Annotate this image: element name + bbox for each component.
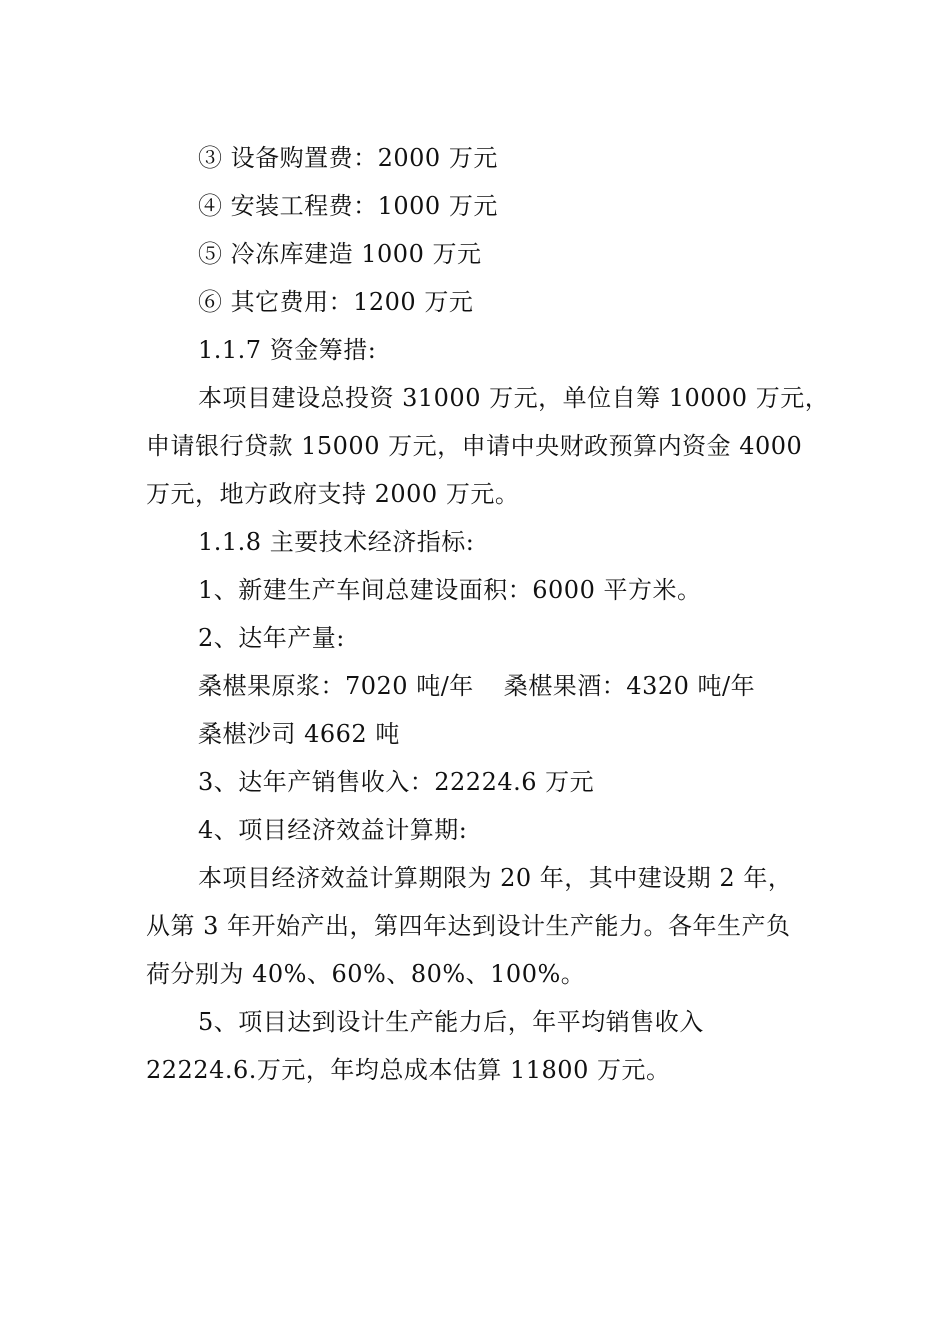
funding-paragraph-line-1: 本项目建设总投资 31000 万元，单位自筹 10000 万元， [198,384,830,412]
output-wine: 桑椹果酒：4320 吨/年 [503,672,756,700]
period-paragraph-line-2: 从第 3 年开始产出，第四年达到设计生产能力。各年生产负 [146,912,791,940]
item-installation-cost: ④ 安装工程费：1000 万元 [198,192,498,220]
period-paragraph-line-3: 荷分别为 40%、60%、80%、100%。 [146,960,586,988]
funding-paragraph-line-3: 万元，地方政府支持 2000 万元。 [146,480,520,508]
indicator-1: 1、新建生产车间总建设面积：6000 平方米。 [198,576,702,604]
output-row [198,671,868,701]
indicator-3: 3、达年产销售收入：22224.6 万元 [198,768,595,796]
indicator-4: 4、项目经济效益计算期: [198,816,468,844]
output-juice: 桑椹果原浆：7020 吨/年 [198,672,474,700]
indicator-5-line-1: 5、项目达到设计生产能力后，年平均销售收入 [198,1008,704,1036]
section-heading-funding: 1.1.7 资金筹措: [198,336,377,364]
item-other-cost: ⑥ 其它费用：1200 万元 [198,288,474,316]
funding-paragraph-line-2: 申请银行贷款 15000 万元，申请中央财政预算内资金 4000 [146,432,803,460]
period-paragraph-line-1: 本项目经济效益计算期限为 20 年，其中建设期 2 年， [198,864,793,892]
output-sauce: 桑椹沙司 4662 吨 [198,720,400,748]
section-heading-indicators: 1.1.8 主要技术经济指标: [198,528,475,556]
item-cold-storage-cost: ⑤ 冷冻库建造 1000 万元 [198,240,482,268]
item-equipment-cost: ③ 设备购置费：2000 万元 [198,144,498,172]
indicator-2: 2、达年产量: [198,624,345,652]
indicator-5-line-2: 22224.6.万元，年均总成本估算 11800 万元。 [146,1056,671,1084]
